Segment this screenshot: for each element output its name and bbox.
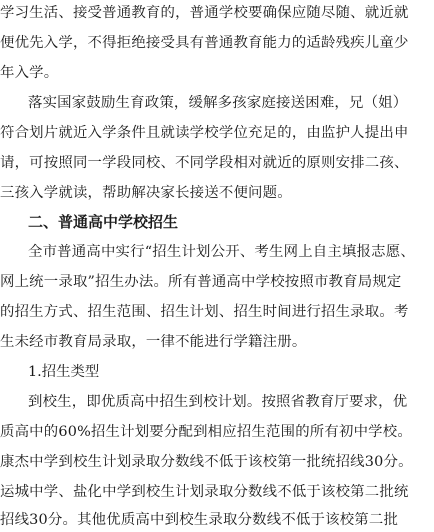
text-line: 生未经市教育局录取，一律不能进行学籍注册。 xyxy=(0,334,307,350)
text-line: 到校生，即优质高中招生到校计划。按照省教育厅要求，优 xyxy=(28,394,408,410)
text-line: 三孩入学就读，帮助解决家长接送不便问题。 xyxy=(0,185,292,201)
text-line: 网上统一录取”招生办法。所有普通高中学校按照市教育局规定 xyxy=(0,274,402,290)
text-line: 运城中学、盐化中学到校生计划录取分数线不低于该校第二批统 xyxy=(0,484,409,500)
text-line: 年入学。 xyxy=(0,65,59,81)
text-line: 全市普通高中实行“招生计划公开、考生网上自主填报志愿、 xyxy=(28,244,415,260)
subsection-heading: 1.招生类型 xyxy=(28,364,100,380)
text-line: 招线30分。其他优质高中到校生录取分数线不低于该校第二批 xyxy=(0,512,399,528)
text-line: 符合划片就近入学条件且就读学校学位充足的，由监护人提出申 xyxy=(0,125,409,141)
text-line: 质高中的60%招生计划要分配到相应招生范围的所有初中学校。 xyxy=(0,424,412,440)
text-line: 康杰中学到校生计划录取分数线不低于该校第一批统招线30分。 xyxy=(0,454,413,470)
text-line: 落实国家鼓励生育政策，缓解多孩家庭接送困难，兄（姐） xyxy=(28,95,408,111)
text-line: 学习生活、接受普通教育的，普通学校要确保应随尽随、就近就 xyxy=(0,5,409,21)
text-line: 的招生方式、招生范围、招生计划、招生时间进行招生录取。考 xyxy=(0,304,409,320)
section-heading: 二、普通高中学校招生 xyxy=(28,213,179,231)
text-line: 请，可按照同一学段同校、不同学段相对就近的原则安排二孩、 xyxy=(0,155,409,171)
text-line: 便优先入学，不得拒绝接受具有普通教育能力的适龄残疾儿童少 xyxy=(0,35,409,51)
